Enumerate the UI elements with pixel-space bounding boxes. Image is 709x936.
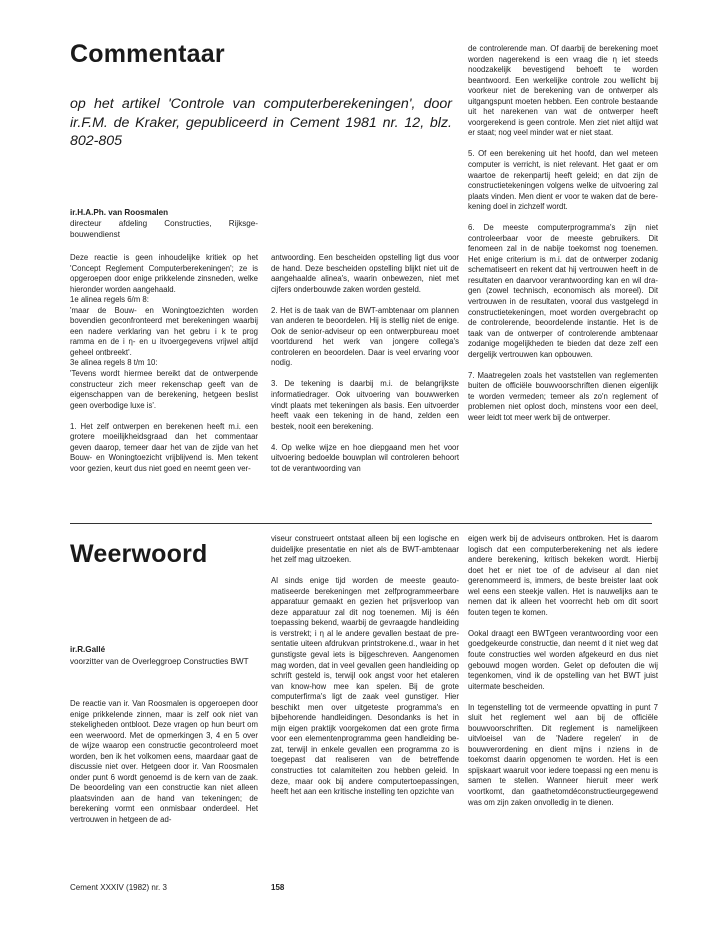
paragraph: 2. Het is de taak van de BWT-ambtenaar om plannen van anderen te beoordelen. Hij is stellig niet de enige. Ook de senior-adviseur op een ontwerpbureau moet voortdurend het werk van jongere collega's controleren en beoordelen. Daar is veel ervaring voor nodig. xyxy=(271,305,459,368)
paragraph: 5. Of een berekening uit het hoofd, dan wel meteen computer is verricht, is niet relevant. Het gaat er om waartoe de rekenpartij heeft geleid; en dat zijn de constructietekeningen volgens welke de uitvoering zal plaats vinden. Men dient er voor te waken dat de berekening doel in zichzelf wordt. xyxy=(468,149,658,212)
commentaar-column-2 xyxy=(271,253,459,474)
paragraph: Ookal draagt een BWTgeen verantwoording voor een goedgekeurde constructie, dan neemt d it niet weg dat foute constructies wel worden afgekeurd en dus niet gebouwd mogen worden. Gelet op defouten die wij tegenkomen, vind ik de opstelling van het BWT juist uitermate bescheiden. xyxy=(468,628,658,691)
paragraph-gap xyxy=(271,295,459,306)
journal-issue: Cement XXXIV (1982) nr. 3 xyxy=(70,883,167,892)
page-number: 158 xyxy=(271,883,285,892)
paragraph: 1e alinea regels 6/m 8: xyxy=(70,295,149,305)
paragraph: Deze reactie is geen inhoudelijke kritiek op het 'Concept Reglement Computerberekeningen'; ze is opgeroepen door enige prikkelende zinsneden, welke hieronder worden aangehaald. xyxy=(70,253,258,294)
paragraph: 3. De tekening is daarbij m.i. de belangrijkste informatiedrager. Ook uitvoering van bouwwerken vindt plaats met tekeningen als basis. Een uitvoerder heeft vaak een tekening in de hand, zelden een bestek, nooit een berekening. xyxy=(271,379,459,431)
paragraph: antwoording. Een bescheiden opstelling ligt dus voor de hand. Deze bescheiden opstelling blijkt niet uit de aangehaalde alinea's, waarin onbewezen, niet met cijfers onderbouwde zaken worden gesteld. xyxy=(271,253,459,294)
weerwoord-author: ir.R.Gallé xyxy=(70,645,106,654)
commentaar-author-role: directeur afdeling Constructies, Rijksgebouwendienst xyxy=(70,219,258,239)
commentaar-title: Commentaar xyxy=(70,40,225,68)
paragraph: 6. De meeste computerprogramma's zijn niet controleerbaar voor de meeste gebruikers. Dit fenomeen zal in de nabije toekomst nog toenemen. Het enige criterium is m.i. dat de ontwerper zodanig schematiseert en rekent dat hij vertrouwen heeft in de resultaten en daarvoor verantwoording kan en wil dragen (zowel technisch, economisch als moreel). Dit vertrouwen in de resultaten, vooral dus vastgelegd in constructietekeningen, moet worden overgebracht op de controlerende, beoordelende instantie. Het is de taak van de ontwerper of controlerende ambtenaar zodanige mogelijkheden te bieden dat deze zelf een dergelijk vertrouwen kan opbouwen. xyxy=(468,223,658,359)
paragraph: viseur construeert ontstaat alleen bij een logische en duidelijke presentatie en niet als de BWT-ambtenaar het zelf mag uitzoeken. xyxy=(271,534,459,565)
commentaar-author: ir.H.A.Ph. van Roosmalen xyxy=(70,208,169,217)
paragraph: 4. Op welke wijze en hoe diepgaand men het voor uitvoering bedoelde bouwplan wil controleren behoort tot de verantwoording van xyxy=(271,442,459,473)
section-divider xyxy=(70,523,652,524)
paragraph-gap xyxy=(271,432,459,443)
paragraph: 1. Het zelf ontwerpen en berekenen heeft m.i. een grotere moeilijkheidsgraad dan het commentaar geven daarop, temeer daar het van de zijde van het Bouw- en Woningtoezicht vrijblijvend is. Men tekent voor gezien, keurt dus niet goed en neemt geen ver- xyxy=(70,421,258,473)
paragraph: De reactie van ir. Van Roosmalen is opgeroepen door enige prikkelende zinnen, maar is zelf ook niet van stekeligheden ontbloot. Deze vragen op hun beurt om een weerwoord. Met de opmerkingen 3, 4 en 5 over de wijze waarop een constructie gecontroleerd moet worden, ben ik het volkomen eens, maardaar gaat de discussie niet over. Hetgeen door ir. Van Roosmalen onder punt 6 wordt genoemd is de kern van de zaak. De beoordeling van een constructie kan niet alleen plaatsvinden aan de hand van tekeningen; de berekening vormt een onmisbaar onderdeel. Het vertrouwen in hetgeen de ad- xyxy=(70,699,258,825)
paragraph: In tegenstelling tot de vermeende opvatting in punt 7 sluit het reglement wel aan bij de officiële bouwvoorschriften. Dit reglement is namelijkeen uitvloeisel van de 'Nadere regelen' in de bouwverordening en dient mijns i nziens in de toekomst daarin opgenomen te worden. Het is een spijskaart waaruit voor iedere toepassi ng een menu is samen te stellen. Wanneer hieruit meer werk voortkomt, dan gaathetomdéconstructieurgegewend was om zijn zaken onvolledig in te dienen. xyxy=(468,702,658,807)
commentaar-subtitle: op het artikel 'Controle van computerberekeningen', door ir.F.M. de Kraker, gepubliceerd in Cement 1981 nr. 12, blz. 802-805 xyxy=(70,96,452,149)
paragraph: eigen werk bij de adviseurs ontbroken. Het is daarom logisch dat een computerberekening net als iedere andere berekening, kritisch bekeken wordt. Hierbij doet het er niet toe of de adviseur al dan niet gerenommeerd is, immers, de beste breister laat ook wel eens een steekje vallen. Het is nauwelijks aan te nemen dat ik alleen het voorrecht heb om dit soort fouten tegen te komen. xyxy=(468,534,658,617)
paragraph-gap xyxy=(468,213,658,224)
paragraph: 3e alinea regels 8 t/m 10: xyxy=(70,358,158,368)
weerwoord-column-1 xyxy=(70,699,258,826)
paragraph-gap xyxy=(70,411,258,422)
weerwoord-column-2 xyxy=(271,534,459,798)
commentaar-column-1 xyxy=(70,253,258,474)
weerwoord-column-3 xyxy=(468,534,658,808)
paragraph-gap xyxy=(271,566,459,577)
paragraph-gap xyxy=(468,692,658,703)
paragraph: Al sinds enige tijd worden de meeste geautomatiseerde berekeningen met zelfprogrammeerbare apparatuur gemaakt en gezien het prijsverloop van deze apparatuur zal dit nog toenemen. Mij is één toepassing bekend, waarbij de gevraagde handleiding is verstrekt; i η al le andere gevallen bestaat de presentatie uiteen afdrukvan printstrokene.d., waar in het gunstigste geval iets is bijgeschreven. Aangenomen mag worden, dat in veel gevallen geen handleiding op schrift gesteld is, terwijl ook angst voor het etaleren van know-how mee kan spelen. Bij de grote computerfirma's ligt de zaak veel gunstiger. Hier beschikt men over uitgeteste programma's en bijbehorende handleidingen. Desondanks is het in mijn eigen praktijk voorgekomen dat een grote firma voor een elementenprogramma geen handleiding bezat, terwijl in enkele gevallen een programma zo is toegepast dat realiseren van de betreffende constructies tot calamiteiten zou hebben geleid. In deze, maar ook bij andere computertoepassingen, heeft het aan een kritische instelling ten opzichte van xyxy=(271,576,459,797)
paragraph: de controlerende man. Of daarbij de berekening moet worden nagerekend is een vraag die η iet steeds noodzakelijk bevestigend behoeft te worden beantwoord. Een werkelijke controle zou wellicht bij voorkeur niet de berekening van de ontwerper als uitgangspunt moeten hebben. Een controle bestaande uit het narekenen van wat de ontwerper heeft voorgerekend is geen controle. Men ziet niet altijd wat er staat; nog veel minder wat er niet staat. xyxy=(468,44,658,138)
paragraph-gap xyxy=(468,618,658,629)
paragraph: 7. Maatregelen zoals het vaststellen van reglementen buiten de officiële bouwvoorschriften dienen eigenlijk te worden vermeden; temeer als zo'n reglement of problemen niet oplost doch, minstens voor een deel, weer leidt tot meer werk bij de ontwerper. xyxy=(468,370,658,422)
paragraph-gap xyxy=(468,139,658,150)
commentaar-column-3 xyxy=(468,44,658,424)
paragraph: 'Tevens wordt hiermee bereikt dat de ontwerpende constructeur zich meer rekenschap geeft van de eigenschappen van de berekening, hetgeen beslist geen overbodige luxe is'. xyxy=(70,369,258,410)
paragraph-gap xyxy=(271,369,459,380)
paragraph: 'maar de Bouw- en Woningtoezichten worden bovendien geconfronteerd met berekeningen waarbij een nadere verklaring van het gebru i k te prog ramma en de i η- en u itvoergegevens vrijwel altijd geheel ontbreekt'. xyxy=(70,305,258,357)
paragraph-gap xyxy=(468,360,658,371)
weerwoord-author-role: voorzitter van de Overleggroep Constructies BWT xyxy=(70,657,249,666)
weerwoord-title: Weerwoord xyxy=(70,540,208,568)
